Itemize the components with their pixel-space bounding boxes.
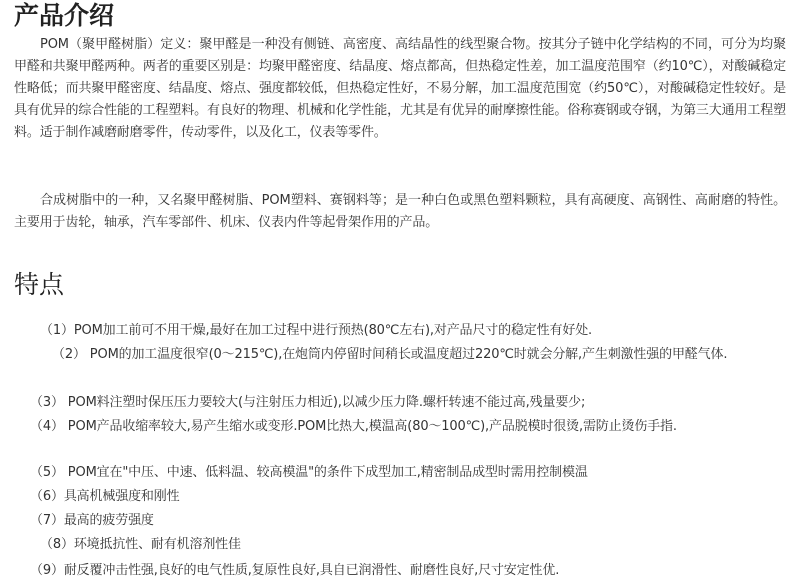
features-heading: 特点: [14, 270, 65, 299]
feature-item-6: （6）具高机械强度和刚性: [30, 489, 180, 504]
intro-paragraph-definition: POM（聚甲醛树脂）定义：聚甲醛是一种没有侧链、高密度、高结晶性的线型聚合物。按其分子链中化学结构的不同，可分为均聚甲醛和共聚甲醛两种。两者的重要区别是：均聚甲醛密度、结晶度、熔点都高，但热稳定性差，加工温度范围窄（约10℃），对酸碱稳定性略低；而共聚甲醛密度、结晶度、熔点、强度都较低，但热稳定性好，不易分解，加工温度范围宽（约50℃），对酸碱稳定性较好。是具有优异的综合性能的工程塑料。有良好的物理、机械和化学性能，尤其是有优异的耐摩擦性能。俗称赛钢或夺钢，为第三大通用工程塑料。适于制作减磨耐磨零件，传动零件，以及化工，仪表等零件。: [14, 37, 786, 140]
product-intro-heading: 产品介绍: [14, 1, 115, 30]
feature-item-8: （8）环境抵抗性、耐有机溶剂性佳: [40, 537, 241, 552]
feature-item-2: （2） POM的加工温度很窄(0～215℃),在炮筒内停留时间稍长或温度超过220℃时就会分解,产生刺激性强的甲醛气体.: [52, 347, 728, 362]
intro-paragraph-summary: 合成树脂中的一种，又名聚甲醛树脂、POM塑料、赛钢料等；是一种白色或黑色塑料颗粒，具有高硬度、高钢性、高耐磨的特性。主要用于齿轮，轴承，汽车零部件、机床、仪表内件等起骨架作用的产品。: [14, 193, 786, 230]
feature-item-3: （3） POM料注塑时保压压力要较大(与注射压力相近),以减少压力降.螺杆转速不能过高,残量要少;: [30, 395, 586, 410]
feature-item-5: （5） POM宜在"中压、中速、低料温、较高模温"的条件下成型加工,精密制品成型时需用控制模温: [30, 465, 588, 480]
feature-item-7: （7）最高的疲劳强度: [30, 513, 154, 528]
feature-item-1: （1）POM加工前可不用干燥,最好在加工过程中进行预热(80℃左右),对产品尺寸的稳定性有好处.: [40, 323, 593, 338]
feature-item-4: （4） POM产品收缩率较大,易产生缩水或变形.POM比热大,模温高(80～100℃),产品脱模时很烫,需防止烫伤手指.: [30, 419, 677, 434]
feature-item-9: （9）耐反覆冲击性强,良好的电气性质,复原性良好,具自已润滑性、耐磨性良好,尺寸安定性优.: [30, 563, 560, 578]
